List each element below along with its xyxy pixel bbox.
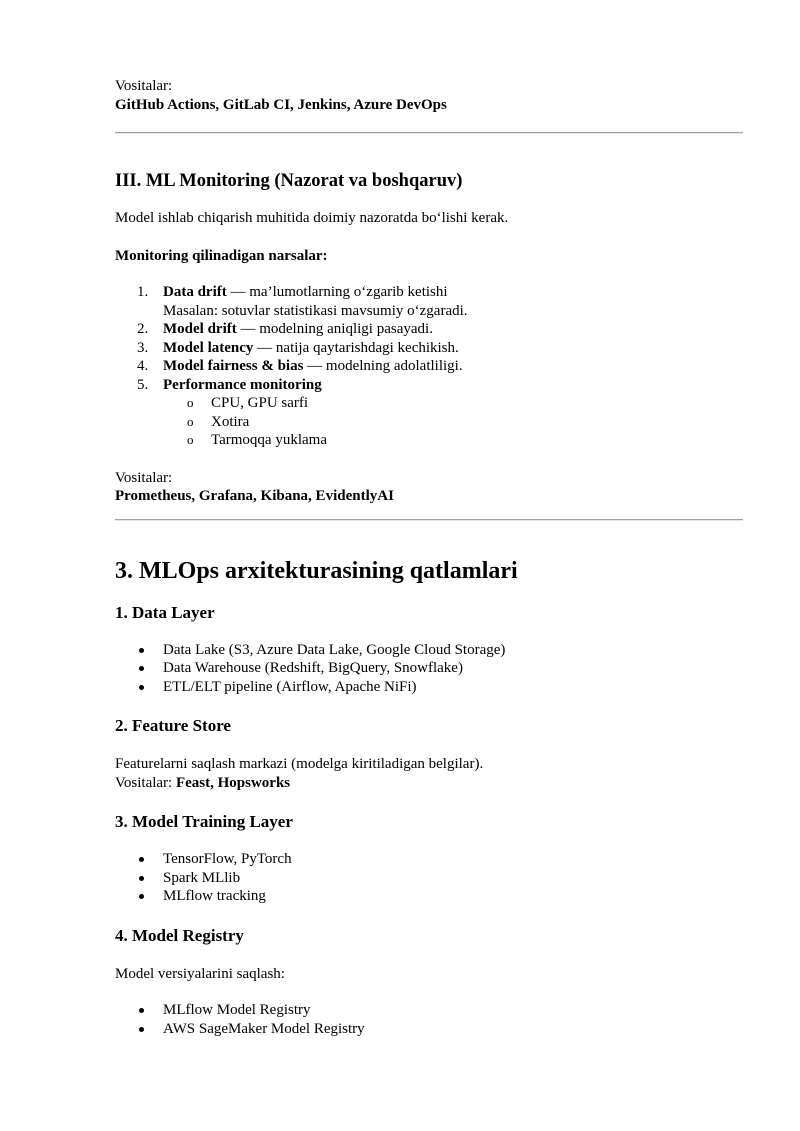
cicd-tools-list: GitHub Actions, GitLab CI, Jenkins, Azure DevOps bbox=[115, 96, 447, 113]
list-item-text: Data Warehouse (Redshift, BigQuery, Snowflake) bbox=[163, 660, 463, 676]
sublist-item bbox=[115, 431, 743, 450]
registry-list bbox=[115, 1001, 743, 1038]
sublist-item-text: CPU, GPU sarfi bbox=[211, 395, 309, 411]
list-item-text: TensorFlow, PyTorch bbox=[163, 851, 292, 867]
list-item-text: MLflow Model Registry bbox=[163, 1002, 311, 1018]
list-number: 5. bbox=[137, 376, 149, 393]
list-item bbox=[115, 1001, 743, 1020]
monitoring-item-desc: — natija qaytarishdagi kechikish. bbox=[253, 339, 459, 356]
monitoring-item-desc: — modelning adolatliligi. bbox=[303, 358, 463, 374]
list-item bbox=[115, 678, 743, 697]
list-number: 2. bbox=[137, 321, 149, 337]
list-item bbox=[115, 1020, 743, 1039]
feature-store-tools bbox=[115, 774, 743, 793]
monitoring-item-desc: — ma’lumotlarning o‘zgarib ketishi bbox=[226, 284, 448, 300]
monitoring-item bbox=[115, 320, 743, 339]
cicd-tools-label: Vositalar: bbox=[115, 78, 173, 94]
circle-bullet: o bbox=[187, 432, 194, 447]
performance-sublist bbox=[115, 394, 743, 450]
registry-heading: 4. Model Registry bbox=[115, 925, 244, 945]
bullet-icon bbox=[139, 857, 144, 862]
list-item bbox=[115, 887, 743, 906]
list-item bbox=[115, 850, 743, 869]
bullet-icon bbox=[139, 894, 144, 899]
bullet-icon bbox=[139, 666, 144, 671]
list-item bbox=[115, 869, 743, 888]
monitoring-item-term: Model drift bbox=[163, 321, 237, 337]
bullet-icon bbox=[139, 648, 144, 653]
feature-store-tools-list: Feast, Hopsworks bbox=[175, 774, 291, 791]
list-item-text: AWS SageMaker Model Registry bbox=[163, 1020, 365, 1037]
monitoring-item bbox=[115, 357, 743, 376]
sublist-item bbox=[115, 394, 743, 413]
section-divider bbox=[115, 519, 743, 521]
data-layer-list bbox=[115, 641, 743, 697]
architecture-heading: 3. MLOps arxitekturasining qatlamlari bbox=[115, 557, 518, 584]
monitoring-list bbox=[115, 283, 743, 450]
registry-text: Model versiyalarini saqlash: bbox=[115, 965, 285, 982]
monitoring-tools-label: Vositalar: bbox=[115, 469, 173, 486]
list-number: 3. bbox=[137, 339, 149, 356]
monitoring-item bbox=[115, 283, 743, 320]
data-layer-heading: 1. Data Layer bbox=[115, 602, 215, 622]
sublist-item-text: Tarmoqqa yuklama bbox=[211, 432, 327, 448]
monitoring-list-heading: Monitoring qilinadigan narsalar: bbox=[115, 247, 328, 264]
monitoring-item-note: Masalan: sotuvlar statistikasi mavsumiy o‘zgaradi. bbox=[163, 302, 468, 319]
feature-store-tools-label: Vositalar: bbox=[115, 774, 176, 791]
list-number: 4. bbox=[137, 358, 149, 374]
training-list bbox=[115, 850, 743, 906]
monitoring-item-term: Model latency bbox=[163, 339, 254, 356]
monitoring-item-term: Performance monitoring bbox=[163, 376, 322, 393]
document-content bbox=[115, 77, 743, 1038]
bullet-icon bbox=[139, 1008, 144, 1013]
circle-bullet: o bbox=[187, 413, 194, 429]
list-item bbox=[115, 659, 743, 678]
monitoring-item-term: Model fairness & bias bbox=[163, 358, 304, 374]
monitoring-item bbox=[115, 376, 743, 450]
monitoring-item bbox=[115, 339, 743, 358]
list-item-text: MLflow tracking bbox=[163, 888, 266, 904]
list-item-text: Spark MLlib bbox=[163, 869, 241, 886]
feature-store-heading: 2. Feature Store bbox=[115, 716, 231, 735]
sublist-item-text: Xotira bbox=[211, 413, 250, 430]
monitoring-item-desc: — modelning aniqligi pasayadi. bbox=[236, 321, 433, 337]
training-heading: 3. Model Training Layer bbox=[115, 812, 293, 831]
monitoring-tools-list: Prometheus, Grafana, Kibana, EvidentlyAI bbox=[115, 488, 394, 504]
list-number: 1. bbox=[137, 284, 149, 300]
feature-store-text: Featurelarni saqlash markazi (modelga kiritiladigan belgilar). bbox=[115, 756, 484, 772]
bullet-icon bbox=[139, 876, 144, 881]
bullet-icon bbox=[139, 1027, 144, 1032]
list-item-text: Data Lake (S3, Azure Data Lake, Google Cloud Storage) bbox=[163, 641, 506, 658]
sublist-item bbox=[115, 413, 743, 432]
list-item bbox=[115, 641, 743, 660]
section-divider bbox=[115, 132, 743, 134]
monitoring-item-term: Data drift bbox=[163, 284, 227, 300]
bullet-icon bbox=[139, 685, 144, 690]
circle-bullet: o bbox=[187, 395, 194, 410]
list-item-text: ETL/ELT pipeline (Airflow, Apache NiFi) bbox=[163, 678, 417, 695]
monitoring-heading: III. ML Monitoring (Nazorat va boshqaruv) bbox=[115, 171, 463, 191]
monitoring-intro: Model ishlab chiqarish muhitida doimiy nazoratda bo‘lishi kerak. bbox=[115, 210, 509, 226]
